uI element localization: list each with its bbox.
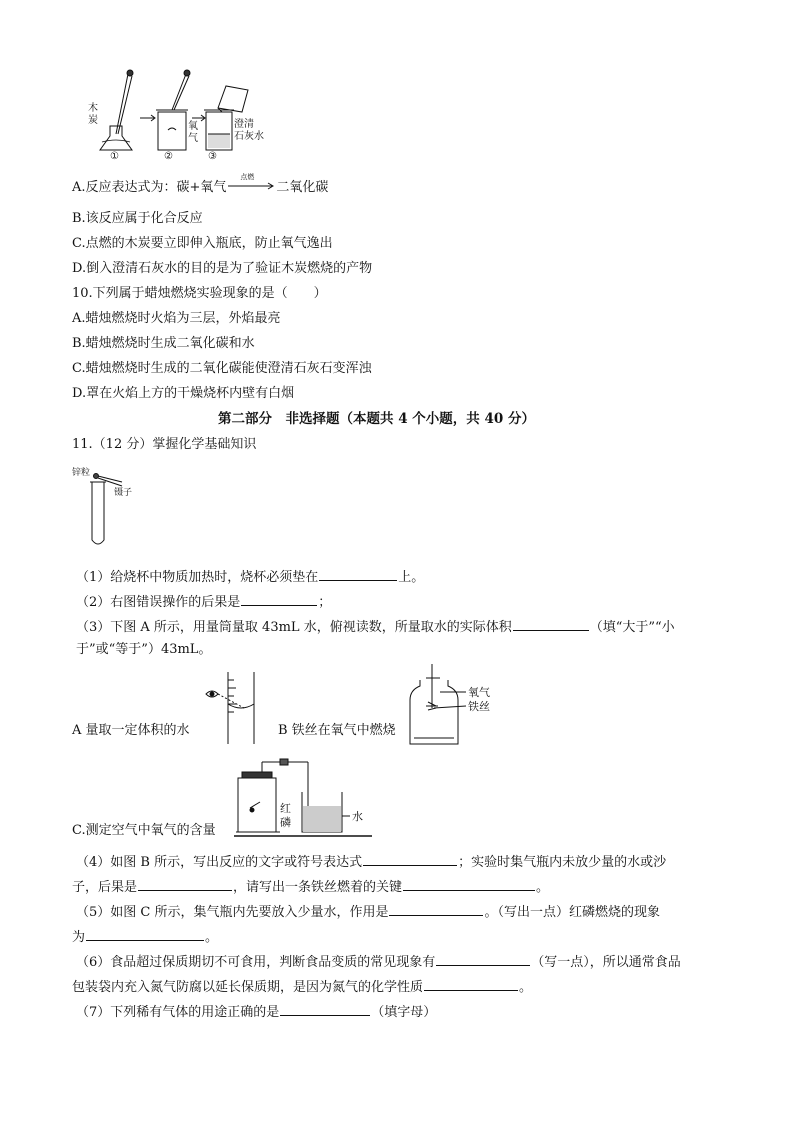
charcoal-combustion-figure xyxy=(88,64,288,164)
arrow-icon xyxy=(226,179,276,193)
q10-stem: 10.下列属于蜡烛燃烧实验现象的是（ ） xyxy=(72,286,327,301)
q11-part1-text-a: （1）给烧杯中物质加热时，烧杯必须垫在 xyxy=(76,570,319,585)
q11-part6-text-c: 包装袋内充入氮气防腐以延长保质期，是因为氮气的化学性质 xyxy=(72,980,424,995)
q11-part5-line1 xyxy=(76,901,660,922)
reaction-arrow xyxy=(226,173,276,191)
q11-part5-text-c: 为 xyxy=(72,930,86,945)
q11-part2 xyxy=(76,591,331,612)
answer-blank[interactable] xyxy=(241,591,317,606)
q11-part3-text-a: （3）下图 A 所示，用量筒量取 43mL 水，俯视读数，所量取水的实际体积 xyxy=(76,620,512,635)
q11-stem: 11.（12 分）掌握化学基础知识 xyxy=(72,437,257,452)
label-yang-1: 氧 xyxy=(188,121,198,132)
q10-option-b: B.蜡烛燃烧时生成二氧化碳和水 xyxy=(72,336,255,351)
answer-blank[interactable] xyxy=(138,876,232,891)
q11-part3-line2: 于”或“等于”）43mL。 xyxy=(76,642,212,657)
q11-part6-line2 xyxy=(72,976,532,997)
q9-option-d: D.倒入澄清石灰水的目的是为了验证木炭燃烧的产物 xyxy=(72,261,373,276)
q11-part4-text-d: ，请写出一条铁丝燃着的关键 xyxy=(233,880,403,895)
label-red-1: 红 xyxy=(280,802,291,815)
q11-part4-text-b: ；实验时集气瓶内未放少量的水或沙 xyxy=(458,855,667,870)
q10-option-a: A.蜡烛燃烧时火焰为三层，外焰最亮 xyxy=(72,311,281,326)
figure-c-caption: C.测定空气中氧气的含量 xyxy=(72,823,216,838)
q9-option-a xyxy=(72,173,329,197)
label-chengqing-1: 澄清 xyxy=(234,119,254,130)
q11-part2-text-b: ； xyxy=(318,595,332,610)
answer-blank[interactable] xyxy=(86,926,204,941)
step-1-label: ① xyxy=(110,151,119,162)
answer-blank[interactable] xyxy=(436,951,530,966)
q11-part5-text-b: 。（写出一点）红磷燃烧的现象 xyxy=(484,905,660,920)
q9-option-a-prefix: A.反应表达式为：碳+氧气 xyxy=(72,180,227,195)
q9-option-c: C.点燃的木炭要立即伸入瓶底，防止氧气逸出 xyxy=(72,236,333,251)
figure-a-cylinder xyxy=(196,668,256,746)
q11-part4-line2 xyxy=(72,876,549,897)
q11-part5-text-a: （5）如图 C 所示，集气瓶内先要放入少量水，作用是 xyxy=(76,905,389,920)
answer-blank[interactable] xyxy=(513,616,589,631)
figure-b-caption: B 铁丝在氧气中燃烧 xyxy=(278,723,396,738)
iron-wire-bottle-diagram xyxy=(406,662,506,748)
figure-b-iron-wire xyxy=(406,662,506,748)
q11-part7-text-b: （填字母） xyxy=(371,1005,437,1020)
q10-option-d: D.罩在火焰上方的干燥烧杯内壁有白烟 xyxy=(72,386,295,401)
q9-option-b: B.该反应属于化合反应 xyxy=(72,211,203,226)
label-water: 水 xyxy=(352,810,363,823)
answer-blank[interactable] xyxy=(280,1001,370,1016)
label-mutan-2: 炭 xyxy=(88,115,98,126)
q11-part3-line1 xyxy=(76,616,675,637)
q11-part6-text-b: （写一点），所以通常食品 xyxy=(531,955,681,970)
q11-part4-text-a: （4）如图 B 所示，写出反应的文字或符号表达式 xyxy=(76,855,363,870)
section-2-title: 第二部分 非选择题（本题共 4 个小题，共 40 分） xyxy=(218,411,535,427)
label-iron-wire: 铁丝 xyxy=(468,700,490,713)
q11-part5-line2 xyxy=(72,926,218,947)
figure-a-caption: A 量取一定体积的水 xyxy=(72,723,190,738)
q11-part5-text-d: 。 xyxy=(205,930,219,945)
q11-part6-text-d: 。 xyxy=(519,980,533,995)
q11-part7 xyxy=(76,1001,436,1022)
label-oxygen: 氧气 xyxy=(468,686,490,699)
graduated-cylinder-diagram xyxy=(196,668,256,746)
test-tube-figure xyxy=(72,462,162,552)
q11-part1-text-b: 上。 xyxy=(398,570,425,585)
label-yang-2: 气 xyxy=(188,133,198,144)
q11-part6-text-a: （6）食品超过保质期切不可食用，判断食品变质的常见现象有 xyxy=(76,955,436,970)
label-mutan-1: 木 xyxy=(88,103,98,114)
label-chengqing-2: 石灰水 xyxy=(234,131,264,142)
q11-part4-text-e: 。 xyxy=(536,880,550,895)
q11-part2-text-a: （2）右图错误操作的后果是 xyxy=(76,595,241,610)
answer-blank[interactable] xyxy=(389,901,483,916)
q11-part7-text-a: （7）下列稀有气体的用途正确的是 xyxy=(76,1005,280,1020)
oxygen-content-apparatus xyxy=(232,758,372,838)
step-2-label: ② xyxy=(164,151,173,162)
q11-part4-text-c: 子，后果是 xyxy=(72,880,138,895)
q11-part1 xyxy=(76,566,424,587)
answer-blank[interactable] xyxy=(319,566,397,581)
answer-blank[interactable] xyxy=(363,851,457,866)
q10-option-c: C.蜡烛燃烧时生成的二氧化碳能使澄清石灰石变浑浊 xyxy=(72,361,372,376)
step-3-label: ③ xyxy=(208,151,217,162)
q9-option-a-suffix: 二氧化碳 xyxy=(276,180,329,195)
reaction-condition: 点燃 xyxy=(240,173,255,181)
answer-blank[interactable] xyxy=(403,876,535,891)
label-red-2: 磷 xyxy=(280,816,291,829)
q11-part3-text-b: （填“大于”“小 xyxy=(589,620,675,635)
label-zinc: 锌粒 xyxy=(72,468,91,478)
q11-part4-line1 xyxy=(76,851,666,872)
label-tweezers: 镊子 xyxy=(114,488,133,498)
answer-blank[interactable] xyxy=(424,976,518,991)
q11-part6-line1 xyxy=(76,951,681,972)
figure-c-apparatus xyxy=(232,758,372,838)
